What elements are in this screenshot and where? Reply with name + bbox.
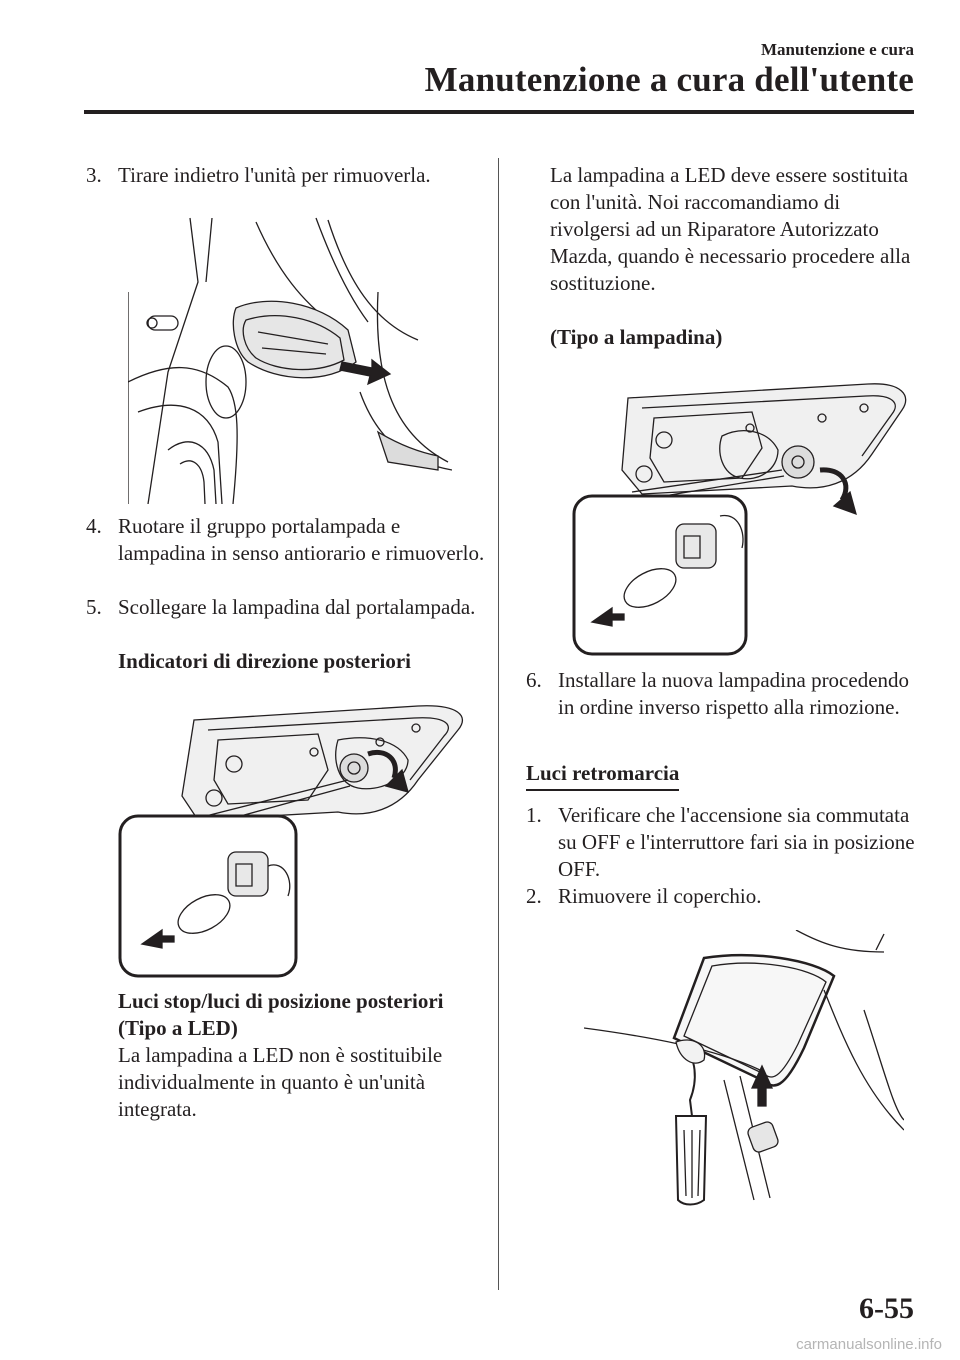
reverse-step-1 [526, 802, 918, 883]
fig1-fuel-cap [206, 346, 246, 418]
fig4-cover [674, 955, 834, 1085]
step-5 [86, 594, 486, 621]
step-5-text: Scollegare la lampadina dal portalampada. [118, 595, 476, 619]
step-3-text: Tirare indietro l'unità per rimuoverla. [118, 163, 431, 187]
step-3-number: 3. [86, 163, 102, 187]
fig4-clip [746, 1120, 779, 1153]
column-divider [498, 158, 499, 1290]
step-4-text: Ruotare il gruppo portalampada e lampadina in senso antiorario e rimuoverlo. [118, 514, 485, 565]
fig4-body-line-top [796, 930, 884, 952]
figure-bulb-type-removal [572, 378, 910, 656]
fig1-tyre-inner [180, 461, 205, 504]
step-6-number: 6. [526, 668, 542, 692]
heading-led-type-left: (Tipo a LED) [118, 1016, 238, 1040]
step-6-text: Installare la nuova lampadina procedendo in ordine inverso rispetto alla rimozione. [558, 668, 910, 719]
step-5-number: 5. [86, 595, 102, 619]
fig3-lamp-housing [622, 384, 906, 494]
fig1-reflector [378, 432, 438, 470]
fig1-tyre [168, 442, 216, 504]
reverse-step-2-text: Rimuovere il coperchio. [558, 884, 762, 908]
led-replace-text: La lampadina a LED deve essere sostituita con l'unità. Noi raccomandiamo di rivolgersi ad un Riparatore Autorizzato Mazda, quando è necessario procedere alla sostituzione. [550, 163, 911, 295]
figure-indicator-bulb-removal [118, 700, 470, 978]
fig1-hatch-line-3 [328, 220, 418, 340]
page-number: 6-55 [859, 1292, 914, 1325]
step-6 [526, 667, 918, 721]
fig1-hatch-line-2 [316, 218, 368, 322]
figure-cover-removal [584, 930, 904, 1208]
header-rule [84, 110, 914, 114]
running-header-section: Manutenzione e cura [761, 40, 914, 59]
fig1-hatch-edge [377, 292, 448, 462]
fig2-socket [340, 754, 368, 782]
fig1-pull-arrow [340, 360, 390, 384]
fig3-inset-socket [676, 524, 716, 568]
fig3-inset-frame [574, 496, 746, 654]
heading-rear-indicators: Indicatori di direzione posteriori [118, 649, 412, 673]
reverse-step-1-number: 1. [526, 803, 542, 827]
fig2-inset-socket [228, 852, 268, 896]
reverse-step-1-text: Verificare che l'accensione sia commutata su OFF e l'interruttore fari sia in posizione OFF. [558, 803, 915, 881]
step-3 [86, 162, 486, 189]
heading-bulb-type: (Tipo a lampadina) [550, 325, 723, 349]
step-4 [86, 513, 486, 567]
heading-stop-lights: Luci stop/luci di posizione posteriori [118, 989, 444, 1013]
reverse-step-2-number: 2. [526, 884, 542, 908]
fig4-corner-line [876, 934, 884, 950]
section-title-reverse-lights: Luci retromarcia [526, 760, 679, 791]
watermark: carmanualsonline.info [796, 1336, 942, 1353]
step-4-number: 4. [86, 514, 102, 538]
fig1-tail-lamp [233, 301, 356, 378]
fig4-body-curve-2 [864, 1010, 904, 1120]
fig1-window-line [206, 218, 212, 282]
fig4-screwdriver-handle [676, 1116, 706, 1205]
running-header-title: Manutenzione a cura dell'utente [424, 60, 914, 99]
led-not-replaceable-text: La lampadina a LED non è sostituibile individualmente in quanto è un'unità integrata. [118, 1043, 443, 1121]
fig3-socket [782, 446, 814, 478]
figure-tail-lamp-removal [128, 212, 452, 504]
reverse-step-2 [526, 883, 918, 910]
